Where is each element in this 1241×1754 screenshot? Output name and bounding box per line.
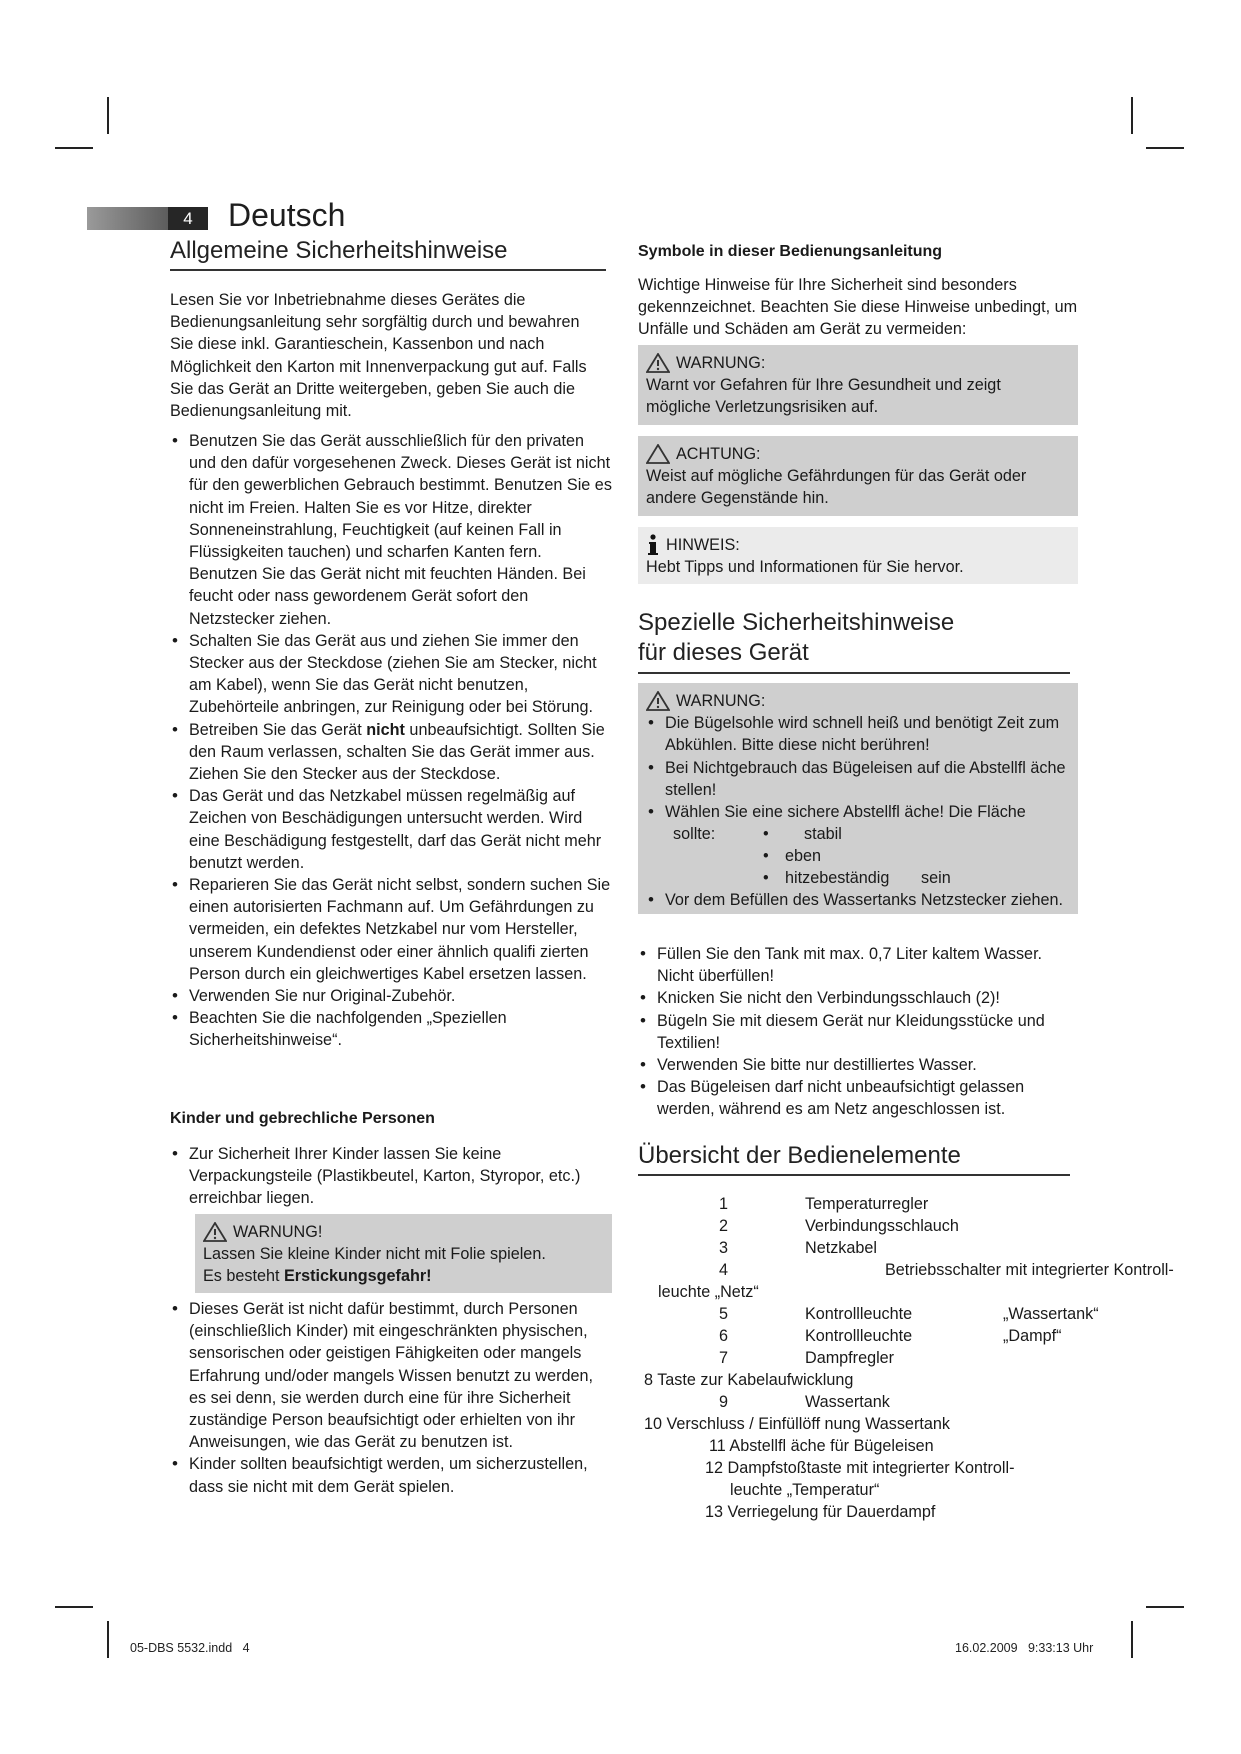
item-line: 8 Taste zur Kabelaufwicklung xyxy=(644,1371,854,1389)
list-item: • Beachten Sie die nachfolgenden „Speziellen Sicherheitshinweise“. xyxy=(170,1007,612,1051)
symbols-intro: Wichtige Hinweise für Ihre Sicherheit sind besonders gekennzeichnet. Beachten Sie diese Hinweise unbedingt, um Unfälle und Schäden am Gerät zu vermeiden: xyxy=(638,276,1078,339)
list-item: • Zur Sicherheit Ihrer Kinder lassen Sie keine Verpackungsteile (Plastikbeutel, Karton, Styropor, etc.) erreichbar liegen. xyxy=(170,1143,612,1210)
special-title-line2: für dieses Gerät xyxy=(638,639,809,666)
item-number: 4 xyxy=(719,1261,729,1279)
list-item: • Schalten Sie das Gerät aus und ziehen Sie immer den Stecker aus der Steckdose (ziehen Sie am Stecker, nicht am Kabel), wenn Sie das Gerät nicht benutzen, Zubehörteile anbringen, zur Reinigung oder bei Störung. xyxy=(170,630,612,719)
list-item: • Reparieren Sie das Gerät nicht selbst, sondern suchen Sie einen autorisierten Fachmann auf. Um Gefährdungen zu vermeiden, ein defektes Netzkabel nur vom Hersteller, unserem Kundendienst oder einer ähnlich qualifi zierten Person durch ein gleichwertiges Kabel ersetzen lassen. xyxy=(170,874,612,985)
info-icon xyxy=(646,534,660,556)
list-item xyxy=(170,719,612,786)
footer-file-info: 05-DBS 5532.indd 4 xyxy=(130,1641,250,1655)
list-item: • Füllen Sie den Tank mit max. 0,7 Liter kaltem Wasser. Nicht überfüllen! xyxy=(638,943,1078,987)
list-item: • Verwenden Sie nur Original-Zubehör. xyxy=(170,985,612,1007)
warning-triangle-icon xyxy=(203,1222,227,1242)
item-label: Dampfregler xyxy=(805,1349,895,1367)
item-label-quote: „Wassertank“ xyxy=(1003,1305,1099,1323)
bullet-text-bold: nicht xyxy=(366,720,405,739)
item-number: 5 xyxy=(719,1305,729,1323)
item-line: 12 Dampfstoßtaste mit integrierter Kontroll- xyxy=(705,1459,1015,1477)
symbol-box-text: Warnt vor Gefahren für Ihre Gesundheit und zeigt mögliche Verletzungsrisiken auf. xyxy=(646,376,1001,417)
item-label: Wassertank xyxy=(805,1393,890,1411)
section-title-general-safety: Allgemeine Sicherheitshinweise xyxy=(170,237,508,264)
list-item: • Benutzen Sie das Gerät ausschließlich für den privaten und den dafür vorgesehenen Zweck. Dieses Gerät ist nicht für den gewerblichen Gebrauch bestimmt. Benutzen Sie es nicht im Freien. Halten Sie es vor Hitze, direkter Sonneneinstrahlung, Feuchtigkeit (auf keinen Fall in Flüssigkeiten tauchen) und scharfen Kanten fern. Benutzen Sie das Gerät nicht mit feuchten Händen. Bei feucht oder nass gewordenem Gerät sofort den Netzstecker ziehen. xyxy=(170,430,612,630)
req-eben: eben xyxy=(785,847,822,866)
item-line-cont: leuchte „Temperatur“ xyxy=(730,1481,880,1499)
item-line: 11 Abstellfl äche für Bügeleisen xyxy=(709,1437,934,1455)
symbol-box-warnung xyxy=(638,345,1078,425)
list-item: • Bügeln Sie mit diesem Gerät nur Kleidungsstücke und Textilien! xyxy=(638,1010,1078,1054)
crop-mark-top-left-h xyxy=(55,147,93,149)
list-item: • Vor dem Befüllen des Wassertanks Netzstecker ziehen. xyxy=(646,889,1070,911)
item-number: 3 xyxy=(719,1239,729,1257)
crop-mark-top-right-h xyxy=(1146,147,1184,149)
item-number: 2 xyxy=(719,1217,729,1235)
special-warning-box xyxy=(638,683,1078,914)
item-label: Betriebsschalter mit integrierter Kontroll- xyxy=(885,1261,1174,1279)
warning-box-line2: Es besteht Erstickungsgefahr! xyxy=(203,1267,432,1286)
symbol-box-text: Weist auf mögliche Gefährdungen für das Gerät oder andere Gegenstände hin. xyxy=(646,467,1027,508)
item-number: 1 xyxy=(719,1195,729,1213)
children-heading: Kinder und gebrechliche Personen xyxy=(170,1110,435,1127)
list-item: • Kinder sollten beaufsichtigt werden, um sicherzustellen, dass sie nicht mit dem Gerät spielen. xyxy=(170,1453,612,1497)
item-line: 10 Verschluss / Einfüllöff nung Wassertank xyxy=(644,1415,950,1433)
item-number: 7 xyxy=(719,1349,729,1367)
item-line: 13 Verriegelung für Dauerdampf xyxy=(705,1503,936,1521)
overview-title-block xyxy=(638,1141,1070,1176)
req-sein: sein xyxy=(921,869,951,888)
special-title-line1: Spezielle Sicherheitshinweise xyxy=(638,609,955,636)
warning-triangle-icon xyxy=(646,353,670,373)
footer-timestamp: 16.02.2009 9:33:13 Uhr xyxy=(955,1641,1094,1655)
symbols-heading: Symbole in dieser Bedienungsanleitung xyxy=(638,243,943,260)
symbol-box-text: Hebt Tipps und Informationen für Sie hervor. xyxy=(646,558,964,577)
children-list xyxy=(170,1143,612,1210)
list-item: • Das Bügeleisen darf nicht unbeaufsichtigt gelassen werden, während es am Netz angeschlossen ist. xyxy=(638,1076,1078,1120)
list-item: • Wählen Sie eine sichere Abstellfl äche! Die Fläche xyxy=(646,801,1070,823)
page-number: 4 xyxy=(183,209,193,228)
item-number: 9 xyxy=(719,1393,729,1411)
list-item: • Das Gerät und das Netzkabel müssen regelmäßig auf Zeichen von Beschädigungen untersucht werden. Wird eine Beschädigung festgestellt, darf das Gerät nicht mehr benutzt werden. xyxy=(170,785,612,874)
crop-mark-top-right-v xyxy=(1131,97,1133,134)
warning-box-children xyxy=(195,1214,612,1293)
special-list xyxy=(638,943,1078,1121)
special-box-title: WARNUNG: xyxy=(676,692,766,710)
item-label-quote: „Dampf“ xyxy=(1003,1327,1062,1345)
req-stabil: stabil xyxy=(804,825,842,844)
sollte-label: sollte: xyxy=(673,825,716,844)
language-title: Deutsch xyxy=(228,197,346,233)
warning-triangle-icon xyxy=(646,691,670,711)
crop-mark-bottom-left-v xyxy=(107,1621,109,1658)
crop-mark-top-left-v xyxy=(107,97,109,134)
req-hitzebestaendig: hitzebeständig xyxy=(785,869,890,888)
intro-paragraph: Lesen Sie vor Inbetriebnahme dieses Gerätes die Bedienungsanleitung sehr sorgfältig durch und bewahren Sie diese inkl. Garantieschein, Kassenbon und nach Möglichkeit den Karton mit Innenverpackung gut auf. Falls Sie das Gerät an Dritte weitergeben, geben Sie auch die Bedienungsanleitung mit. xyxy=(170,291,587,421)
header-bar xyxy=(87,207,168,230)
children-list-2 xyxy=(170,1298,612,1498)
bullet-text-pre: Betreiben Sie das Gerät xyxy=(189,720,367,739)
item-label: Temperaturregler xyxy=(805,1195,929,1213)
list-item: • Knicken Sie nicht den Verbindungsschlauch (2)! xyxy=(638,987,1078,1009)
bullet-text-post: unbeaufsichtigt. Sollten Sie den Raum verlassen, schalten Sie das Gerät immer aus. Ziehen Sie den Stecker aus der Steckdose. xyxy=(189,720,605,784)
crop-mark-bottom-left-h xyxy=(55,1606,93,1608)
list-item: • Dieses Gerät ist nicht dafür bestimmt, durch Personen (einschließlich Kinder) mit eingeschränkten physischen, sensorischen oder geistigen Fähigkeiten oder mangels Erfahrung und/oder mangels Wissen benutzt zu werden, es sei denn, sie werden durch eine für ihre Sicherheit zuständige Person beaufsichtigt oder erhielten von ihr Anweisungen, wie das Gerät zu benutzen ist. xyxy=(170,1298,612,1453)
page-number-box xyxy=(168,207,208,230)
symbol-box-achtung xyxy=(638,436,1078,516)
list-item: • Verwenden Sie bitte nur destilliertes Wasser. xyxy=(638,1054,1078,1076)
list-item: • Bei Nichtgebrauch das Bügeleisen auf die Abstellfl äche stellen! xyxy=(646,757,1070,801)
symbol-box-title: ACHTUNG: xyxy=(676,445,761,463)
symbol-box-title: HINWEIS: xyxy=(666,536,740,554)
item-number: 6 xyxy=(719,1327,729,1345)
special-title-block xyxy=(638,608,1070,674)
crop-mark-bottom-right-h xyxy=(1146,1606,1184,1608)
item-label: Netzkabel xyxy=(805,1239,877,1257)
warning-box-line1: Lassen Sie kleine Kinder nicht mit Folie spielen. xyxy=(203,1245,546,1264)
symbol-box-title: WARNUNG: xyxy=(676,354,766,372)
caution-triangle-icon xyxy=(646,444,670,464)
item-label: Kontrollleuchte xyxy=(805,1305,913,1323)
item-label: Verbindungsschlauch xyxy=(805,1217,959,1235)
surface-requirements: sollte: • stabil • eben • hitzebeständig sein xyxy=(646,823,1070,889)
warning-box-title: WARNUNG! xyxy=(203,1221,604,1243)
crop-mark-bottom-right-v xyxy=(1131,1621,1133,1658)
list-item: • Die Bügelsohle wird schnell heiß und benötigt Zeit zum Abkühlen. Bitte diese nicht berühren! xyxy=(646,712,1070,756)
special-box-list xyxy=(646,712,1070,823)
item-label: Kontrollleuchte xyxy=(805,1327,913,1345)
symbol-box-hinweis xyxy=(638,527,1078,584)
overview-title: Übersicht der Bedienelemente xyxy=(638,1142,961,1169)
item-label-cont: leuchte „Netz“ xyxy=(658,1283,759,1301)
general-safety-list xyxy=(170,430,612,1052)
